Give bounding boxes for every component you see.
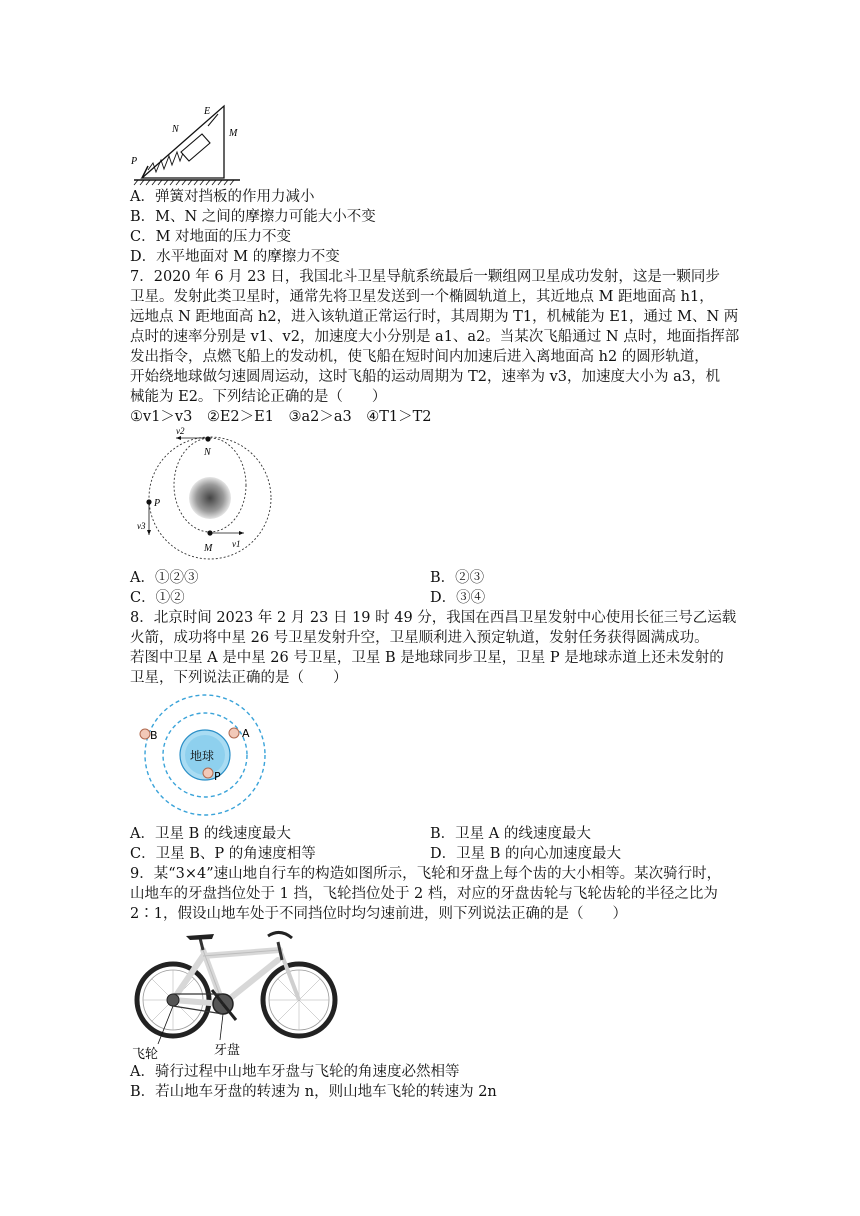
q8-option-b: B．卫星 A 的线速度最大 — [430, 826, 591, 842]
q7-statements: ①v1＞v3 ②E2＞E1 ③a2＞a3 ④T1＞T2 — [130, 409, 432, 425]
bicycle-figure — [128, 922, 338, 1062]
label-p-sat: P — [214, 770, 221, 783]
q9-line-3: 2∶1，假设山地车处于不同挡位时均匀速前进，则下列说法正确的是（ ） — [130, 906, 627, 922]
q7-line-6: 开始绕地球做匀速圆周运动，这时飞船的运动周期为 T2，速率为 v3，加速度大小为 a3，机 — [130, 369, 721, 385]
label-p: P — [131, 156, 138, 167]
label-v2: v2 — [176, 426, 185, 436]
q9-option-b: B．若山地车牙盘的转速为 n，则山地车飞轮的转速为 2n — [130, 1084, 497, 1100]
label-earth: 地球 — [190, 749, 215, 763]
label-m: M — [229, 128, 238, 139]
satellite-figure — [128, 690, 273, 820]
q8-option-d: D．卫星 B 的向心加速度最大 — [430, 846, 621, 862]
label-e: E — [204, 106, 211, 117]
incline-spring-figure — [128, 100, 248, 188]
q8-line-2: 火箭，成功将中星 26 号卫星发射升空，卫星顺利进入预定轨道，发射任务获得圆满成功。 — [130, 630, 709, 646]
q8-option-a: A．卫星 B 的线速度最大 — [130, 826, 291, 842]
q9-line-1: 9．某“3×4”速山地自行车的构造如图所示，飞轮和牙盘上每个齿的大小相等。某次骑行时， — [130, 866, 722, 882]
q7-line-2: 卫星。发射此类卫星时，通常先将卫星发送到一个椭圆轨道上，其近地点 M 距地面高 h1， — [130, 289, 714, 305]
label-a: A — [242, 727, 250, 740]
label-n-point: N — [204, 447, 211, 458]
q7-option-c: C．①② — [130, 590, 185, 606]
q7-option-b: B．②③ — [430, 570, 485, 586]
q7-line-5: 发出指令，点燃飞船上的发动机，使飞船在短时间内加速后进入离地面高 h2 的圆形轨道， — [130, 349, 709, 365]
q6-option-a: A．弹簧对挡板的作用力减小 — [130, 189, 315, 205]
q9-line-2: 山地车的牙盘挡位处于 1 挡，飞轮挡位处于 2 档，对应的牙盘齿轮与飞轮齿轮的半径之比为 — [130, 886, 718, 902]
q8-line-1: 8．北京时间 2023 年 2 月 23 日 19 时 49 分，我国在西昌卫星发射中心使用长征三号乙运载 — [130, 610, 737, 626]
q8-line-4: 卫星，下列说法正确的是（ ） — [130, 670, 348, 686]
label-n: N — [172, 124, 179, 135]
label-p-point: P — [154, 498, 161, 509]
q7-option-a: A．①②③ — [130, 570, 199, 586]
q7-line-7: 械能为 E2。下列结论正确的是（ ） — [130, 389, 387, 405]
q8-line-3: 若图中卫星 A 是中星 26 号卫星，卫星 B 是地球同步卫星，卫星 P 是地球赤道上还未发射的 — [130, 650, 724, 666]
label-b: B — [150, 729, 158, 742]
label-v1: v1 — [232, 539, 241, 549]
q7-line-1: 7．2020 年 6 月 23 日，我国北斗卫星导航系统最后一颗组网卫星成功发射，这是一颗同步 — [130, 269, 720, 285]
q6-option-b: B．M、N 之间的摩擦力可能大小不变 — [130, 209, 376, 225]
q7-line-4: 点时的速率分别是 v1、v2，加速度大小分别是 a1、a2。当某次飞船通过 N 点时，地面指挥部 — [130, 329, 740, 345]
orbit-figure — [128, 425, 278, 560]
label-v3: v3 — [137, 521, 146, 531]
label-m-point: M — [204, 543, 213, 554]
q9-option-a: A．骑行过程中山地车牙盘与飞轮的角速度必然相等 — [130, 1064, 460, 1080]
label-chainring: 牙盘 — [214, 1043, 241, 1058]
q7-line-3: 远地点 N 距地面高 h2，进入该轨道正常运行时，其周期为 T1，机械能为 E1，通过 M、N 两 — [130, 309, 739, 325]
label-flywheel: 飞轮 — [132, 1047, 159, 1062]
q6-option-d: D．水平地面对 M 的摩擦力不变 — [130, 249, 340, 265]
q8-option-c: C．卫星 B、P 的角速度相等 — [130, 846, 316, 862]
q7-option-d: D．③④ — [430, 590, 486, 606]
q6-option-c: C．M 对地面的压力不变 — [130, 229, 292, 245]
